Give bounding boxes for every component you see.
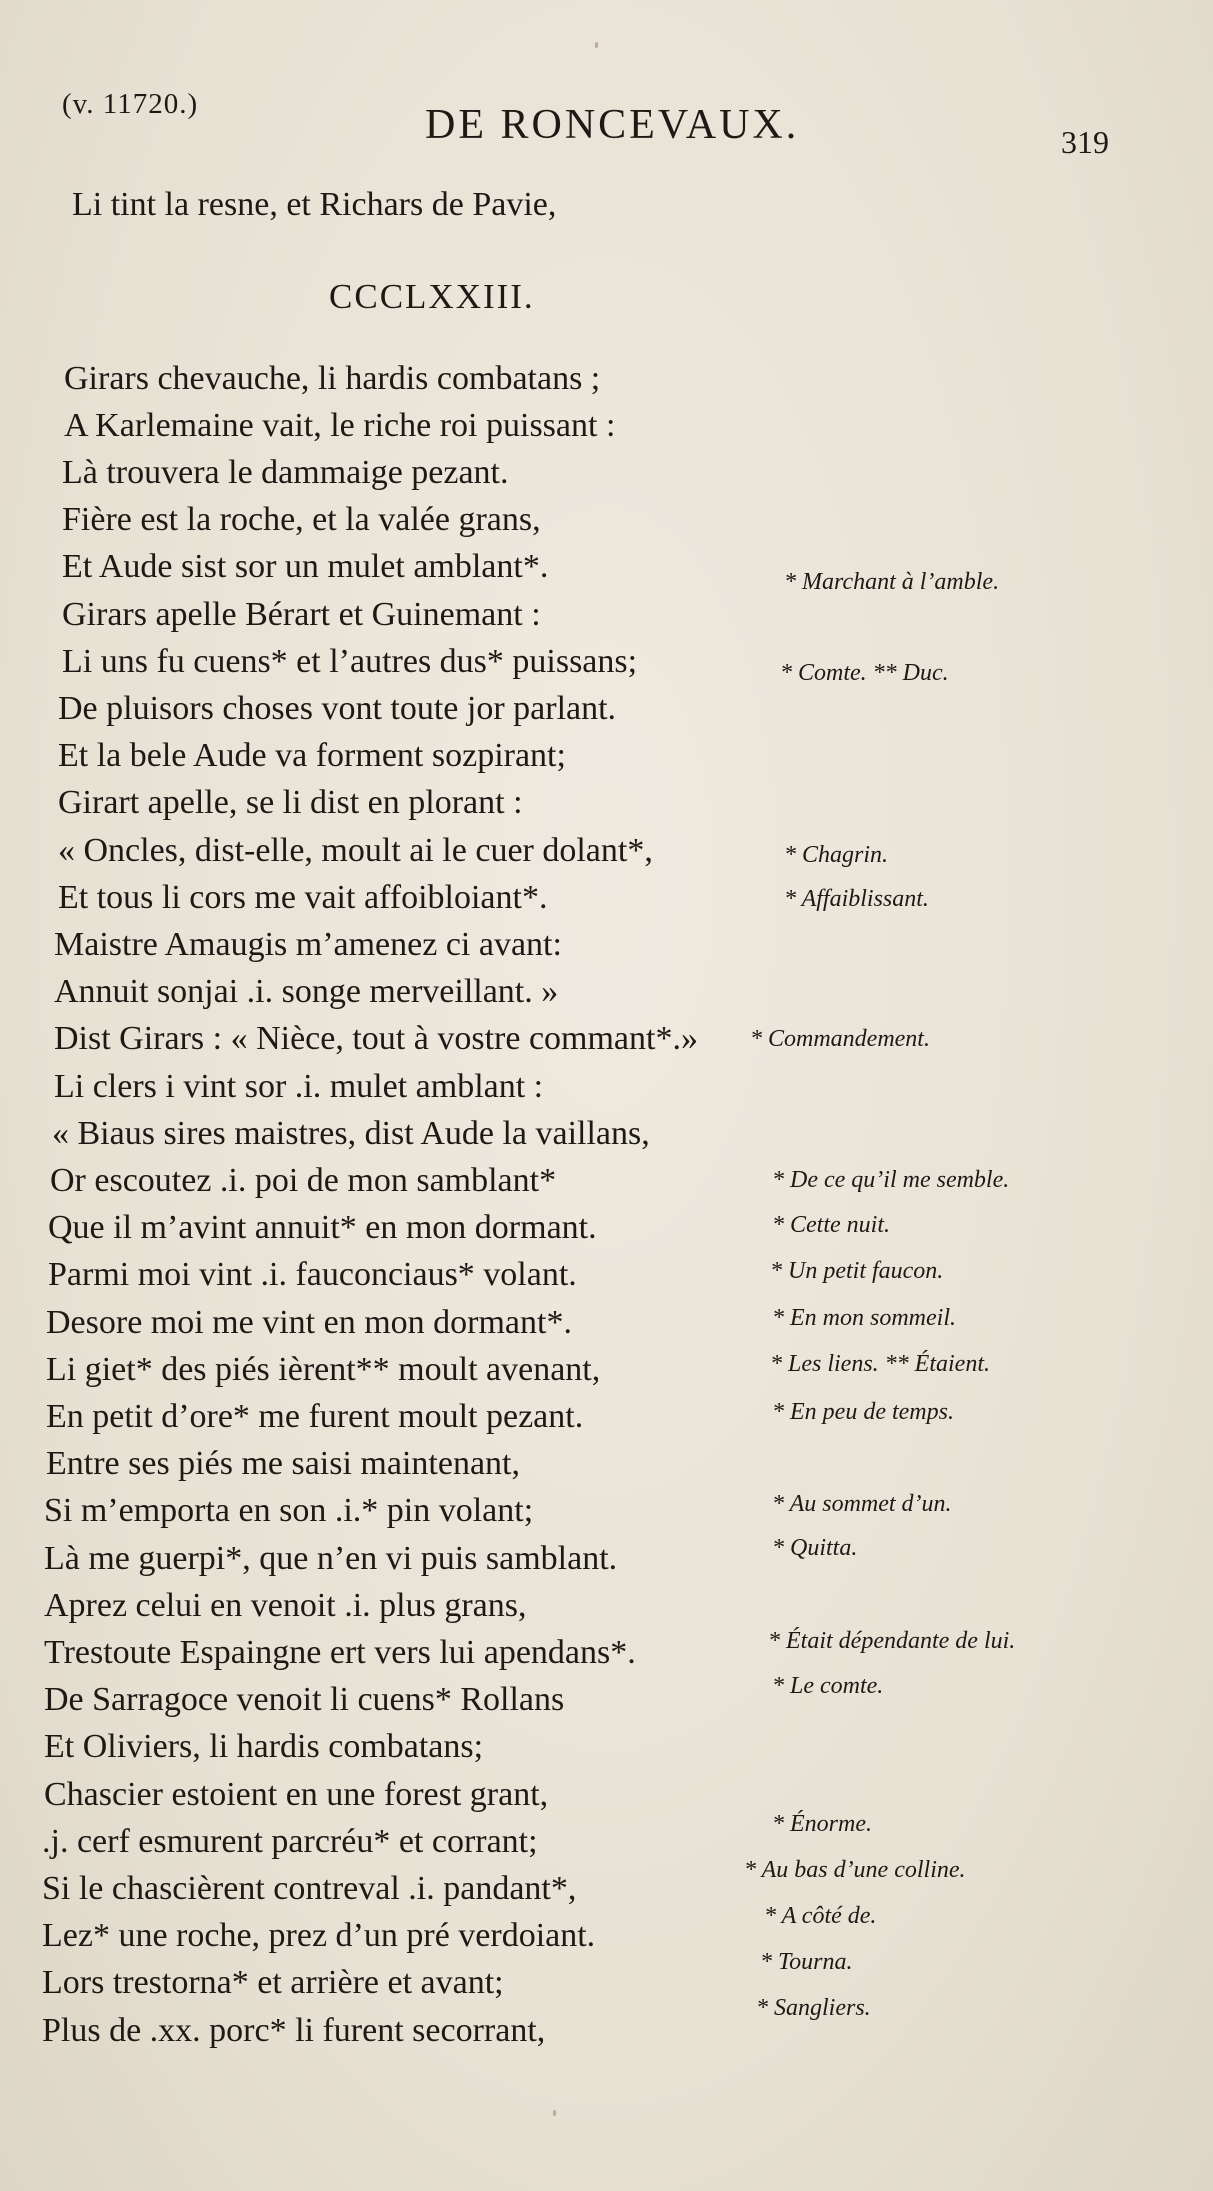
verse-line: Li uns fu cuens* et l’autres dus* puissans; xyxy=(62,643,638,680)
margin-note: * Au sommet d’un. xyxy=(772,1491,952,1517)
verse-line: Si m’emporta en son .i.* pin volant; xyxy=(44,1492,534,1529)
verse-line: Dist Girars : « Nièce, tout à vostre commant*.» xyxy=(54,1020,698,1057)
verse-line: De Sarragoce venoit li cuens* Rollans xyxy=(44,1681,565,1718)
verse-line: En petit d’ore* me furent moult pezant. xyxy=(46,1398,584,1435)
margin-note: * Au bas d’une colline. xyxy=(744,1857,966,1883)
margin-note: * Sangliers. xyxy=(756,1995,871,2021)
paper-speck xyxy=(595,42,598,48)
margin-note: * En peu de temps. xyxy=(772,1399,954,1425)
margin-note: * Marchant à l’amble. xyxy=(784,569,1000,595)
margin-note: * A côté de. xyxy=(764,1903,877,1929)
verse-line: Fière est la roche, et la valée grans, xyxy=(62,501,541,538)
margin-note: * Affaiblissant. xyxy=(784,886,929,912)
verse-line: « Biaus sires maistres, dist Aude la vaillans, xyxy=(52,1115,650,1152)
verse-line: Li giet* des piés ièrent** moult avenant, xyxy=(46,1351,601,1388)
margin-note: * Énorme. xyxy=(772,1811,872,1837)
verse-line: Entre ses piés me saisi maintenant, xyxy=(46,1445,520,1482)
verse-line: Lez* une roche, prez d’un pré verdoiant. xyxy=(42,1917,596,1954)
verse-line: Là trouvera le dammaige pezant. xyxy=(62,454,509,491)
paper-speck xyxy=(553,2110,556,2116)
verse-line: Et tous li cors me vait affoibloiant*. xyxy=(58,879,548,916)
verse-line: A Karlemaine vait, le riche roi puissant : xyxy=(64,407,616,444)
verse-line: Plus de .xx. porc* li furent secorrant, xyxy=(42,2012,546,2049)
margin-note: * En mon sommeil. xyxy=(772,1305,956,1331)
margin-note: * Cette nuit. xyxy=(772,1212,890,1238)
verse-line: « Oncles, dist-elle, moult ai le cuer dolant*, xyxy=(58,832,653,869)
verse-line: Li clers i vint sor .i. mulet amblant : xyxy=(54,1068,544,1105)
margin-note: * Était dépendante de lui. xyxy=(768,1628,1016,1654)
margin-note: * Le comte. xyxy=(772,1673,884,1699)
verse-line: Si le chascièrent contreval .i. pandant*, xyxy=(42,1870,577,1907)
margin-note: * De ce qu’il me semble. xyxy=(772,1167,1010,1193)
verse-line: Girars apelle Bérart et Guinemant : xyxy=(62,596,541,633)
verse-line: Chascier estoient en une forest grant, xyxy=(44,1776,549,1813)
verse-line: Desore moi me vint en mon dormant*. xyxy=(46,1304,572,1341)
margin-note: * Commandement. xyxy=(750,1026,930,1052)
running-title: DE RONCEVAUX. xyxy=(425,102,800,148)
margin-note: * Chagrin. xyxy=(784,842,889,868)
verse-line: Et la bele Aude va forment sozpirant; xyxy=(58,737,566,774)
margin-note: * Un petit faucon. xyxy=(770,1258,944,1284)
verse-line: Girart apelle, se li dist en plorant : xyxy=(58,784,523,821)
verse-line: Là me guerpi*, que n’en vi puis samblant. xyxy=(44,1540,618,1577)
page-number: 319 xyxy=(1061,124,1109,160)
verse-reference: (v. 11720.) xyxy=(62,88,199,120)
verse-line: Girars chevauche, li hardis combatans ; xyxy=(64,360,601,397)
verse-line: .j. cerf esmurent parcréu* et corrant; xyxy=(42,1823,538,1860)
verse-line: Et Oliviers, li hardis combatans; xyxy=(44,1728,484,1765)
verse-line: Trestoute Espaingne ert vers lui apendans*. xyxy=(44,1634,636,1671)
verse-line: Parmi moi vint .i. fauconciaus* volant. xyxy=(48,1256,577,1293)
verse-line: De pluisors choses vont toute jor parlant. xyxy=(58,690,617,727)
margin-note: * Les liens. ** Étaient. xyxy=(770,1351,990,1377)
lead-verse: Li tint la resne, et Richars de Pavie, xyxy=(72,186,557,223)
margin-note: * Tourna. xyxy=(760,1949,853,1975)
verse-line: Maistre Amaugis m’amenez ci avant: xyxy=(54,926,562,963)
section-heading: CCCLXXIII. xyxy=(329,277,535,316)
verse-line: Aprez celui en venoit .i. plus grans, xyxy=(44,1587,527,1624)
margin-note: * Quitta. xyxy=(772,1535,858,1561)
verse-line: Or escoutez .i. poi de mon samblant* xyxy=(50,1162,557,1199)
verse-line: Annuit sonjai .i. songe merveillant. » xyxy=(54,973,559,1010)
margin-note: * Comte. ** Duc. xyxy=(780,660,949,686)
verse-line: Et Aude sist sor un mulet amblant*. xyxy=(62,548,549,585)
verse-line: Que il m’avint annuit* en mon dormant. xyxy=(48,1209,597,1246)
verse-line: Lors trestorna* et arrière et avant; xyxy=(42,1964,504,2001)
